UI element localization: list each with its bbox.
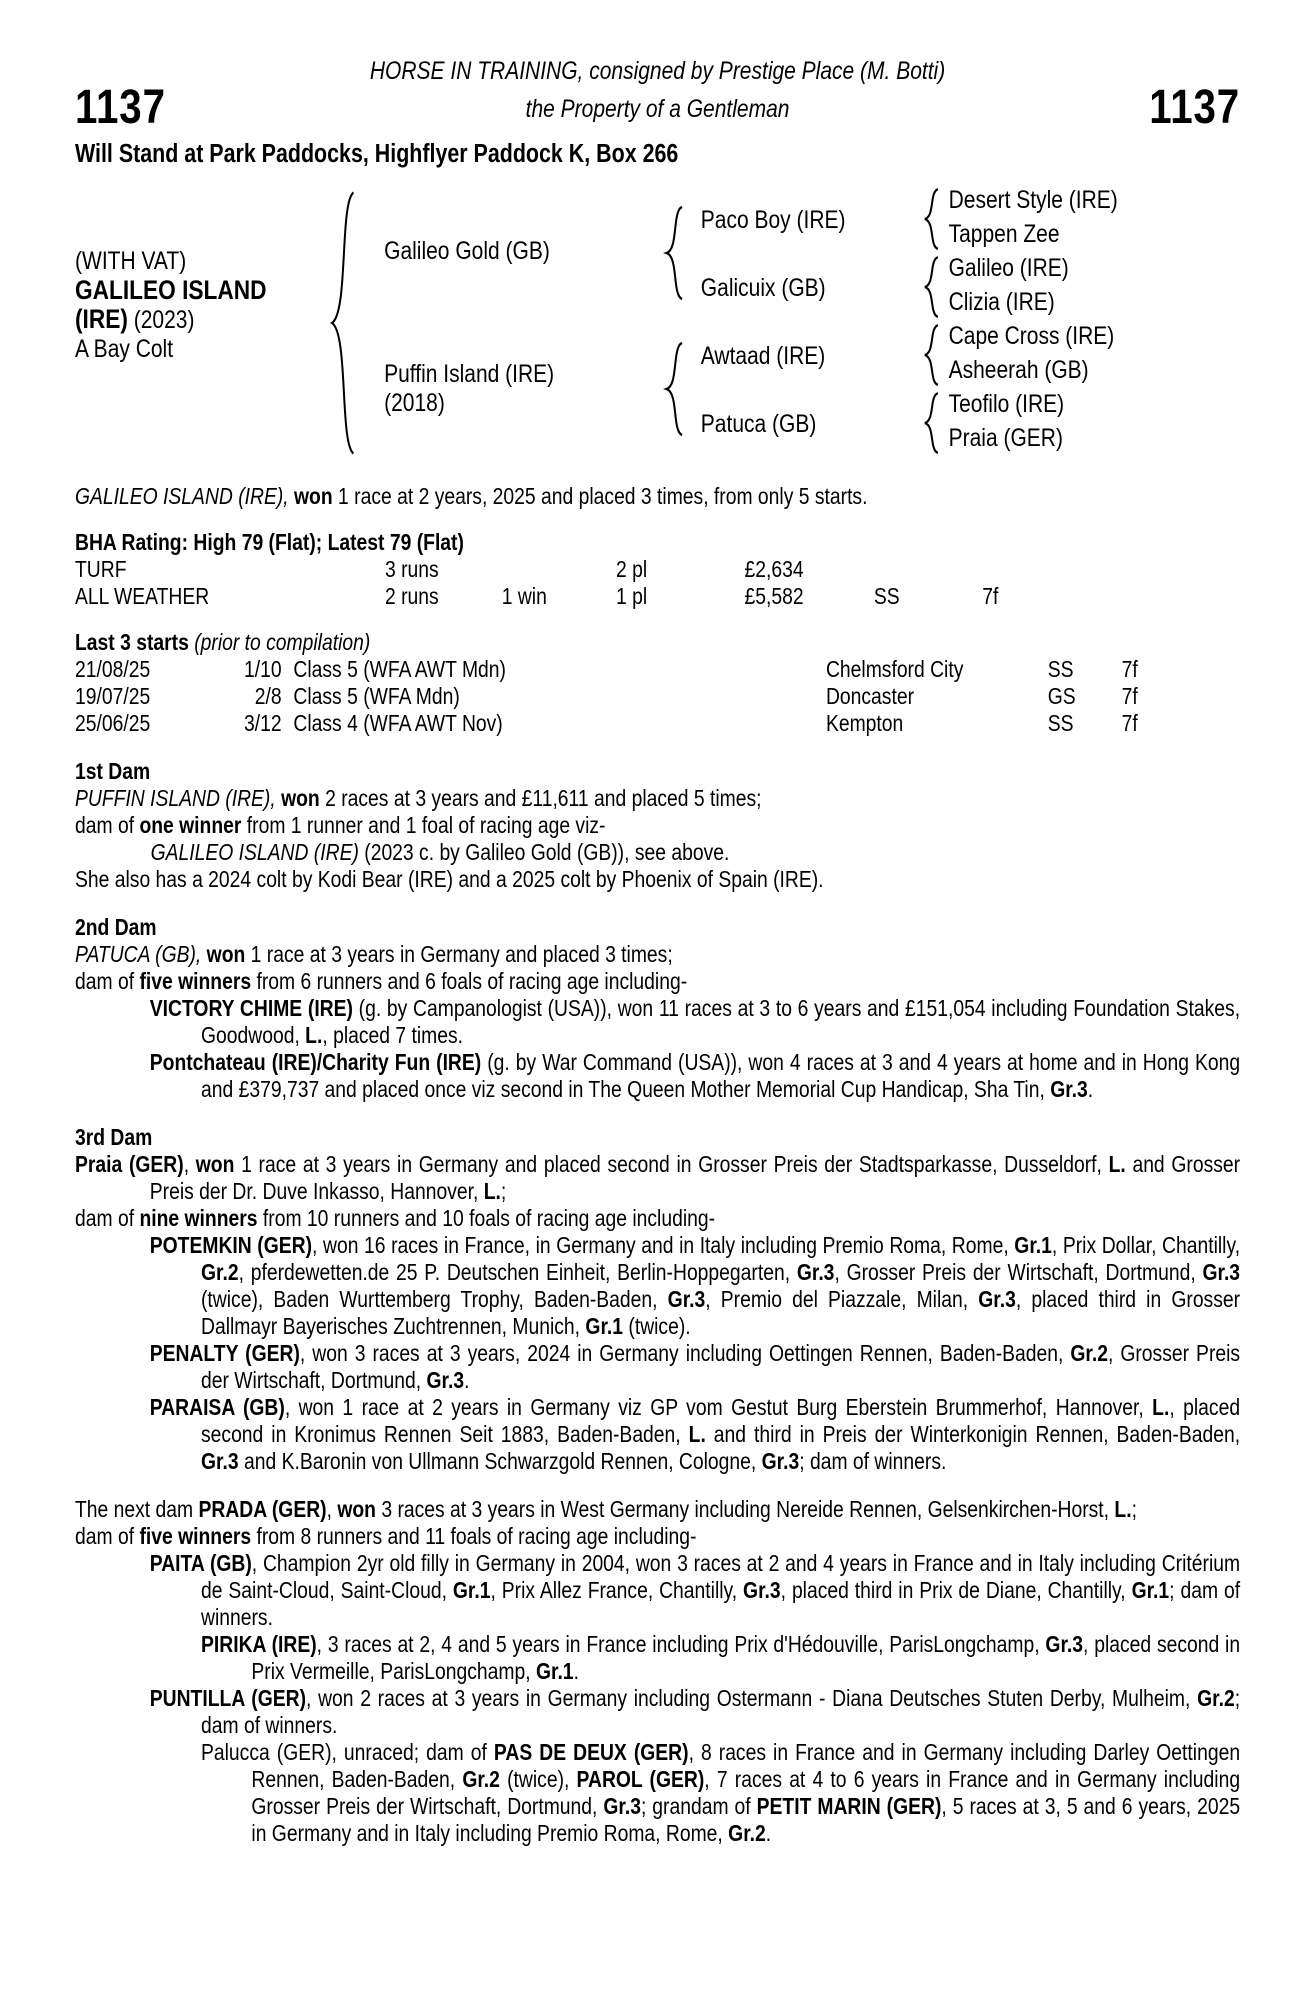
text-segment: 2 races at 3 years and £11,611 and placed 5 times; — [319, 785, 762, 811]
text-segment: , Champion 2yr old filly in Germany in 2004, won 3 races at 2 and 4 years in France and in Italy including Critérium de Saint-Cloud, Saint-Cloud, — [201, 1550, 1241, 1603]
text-segment: . — [1087, 1076, 1094, 1102]
record-cell: ALL WEATHER — [75, 583, 210, 609]
record-cell: SS — [873, 583, 900, 609]
subject-suffix-year: (IRE) (2023) — [75, 304, 195, 334]
vat-note: (WITH VAT) — [75, 247, 187, 275]
text-segment: Pontchateau (IRE)/Charity Fun (IRE) — [149, 1049, 482, 1075]
dam-year: (2018) — [384, 389, 445, 417]
potemkin-paragraph — [75, 1232, 1240, 1340]
text-segment: dam of — [75, 1205, 140, 1231]
palucca-paragraph — [75, 1739, 1240, 1847]
record-cell: 2 runs — [384, 583, 439, 609]
pontchateau-paragraph — [75, 1049, 1240, 1103]
pirika-paragraph — [75, 1631, 1240, 1685]
text-segment: Palucca (GER), unraced; dam of — [201, 1739, 494, 1765]
text-segment: PUFFIN ISLAND (IRE), — [75, 785, 276, 811]
great-grandparent-pair: Teofilo (IRE) Praia (GER) — [948, 390, 1065, 452]
text-segment: five winners — [139, 968, 252, 994]
text-segment: (twice), Baden Wurttemberg Trophy, Baden-Baden, — [201, 1286, 668, 1312]
text-segment: GALILEO ISLAND (IRE), — [75, 483, 289, 509]
text-segment: , — [326, 1496, 338, 1522]
first-dam-heading — [75, 758, 1240, 785]
pedigree-brace — [922, 188, 940, 250]
property-line: the Property of a Gentleman — [525, 95, 790, 123]
text-segment: Gr.3 — [201, 1448, 239, 1474]
start-race-class: Class 5 (WFA AWT Mdn) — [293, 656, 506, 682]
text-segment: Gr.1 — [1014, 1232, 1052, 1258]
text-segment: Gr.3 — [603, 1793, 641, 1819]
text-segment: , won 2 races at 3 years in Germany including Ostermann - Diana Deutsches Stuten Derby, Mulheim, — [306, 1685, 1198, 1711]
race-summary-paragraph — [75, 483, 1240, 510]
record-cell — [982, 556, 1240, 583]
pedigree-brace — [663, 205, 685, 301]
second-dam-heading — [75, 914, 1240, 941]
text-segment: . — [573, 1658, 579, 1684]
text-segment: Gr.3 — [743, 1577, 781, 1603]
text-segment: , won 3 races at 3 years, 2024 in Germany including Oettingen Rennen, Baden-Baden, — [299, 1340, 1071, 1366]
stand-location: Will Stand at Park Paddocks, Highflyer Paddock K, Box 266 — [75, 140, 679, 168]
start-race-class: Class 5 (WFA Mdn) — [293, 683, 460, 709]
text-segment: L. — [688, 1421, 706, 1447]
text-segment: won — [294, 483, 333, 509]
last-starts-block — [75, 629, 1240, 737]
text-segment: from 6 runners and 6 foals of racing age including- — [251, 968, 688, 994]
sire-name: Galileo Gold (GB) — [384, 237, 550, 265]
pedigree-brace — [922, 392, 940, 454]
race-record-table — [75, 556, 1240, 610]
text-segment: PUNTILLA (GER) — [149, 1685, 306, 1711]
text-segment: and Grosser Preis der Dr. Duve Inkasso, Hannover, — [149, 1151, 1241, 1204]
great-grandparent-pair: Desert Style (IRE) Tappen Zee — [948, 186, 1118, 248]
text-segment: won — [195, 1151, 235, 1177]
start-course: Kempton — [825, 710, 904, 736]
start-going: SS — [1047, 656, 1074, 682]
text-segment: PAROL (GER) — [576, 1766, 705, 1792]
text-segment: won — [337, 1496, 376, 1522]
pedigree-brace — [922, 324, 940, 386]
pedigree-brace — [663, 341, 685, 437]
text-segment: Gr.3 — [978, 1286, 1016, 1312]
record-cell: 2 pl — [615, 556, 648, 582]
text-segment: one winner — [139, 812, 242, 838]
text-segment: PRADA (GER) — [198, 1496, 327, 1522]
text-segment: , Grosser Preis der Wirtschaft, Dortmund, — [834, 1259, 1203, 1285]
text-segment: L. — [483, 1178, 501, 1204]
text-segment: PAITA (GB) — [149, 1550, 252, 1576]
text-segment: , won 1 race at 2 years in Germany viz GP vom Gestut Burg Eberstein Brummerhof, Hannover, — [284, 1394, 1153, 1420]
text-segment: ; dam of winners. — [799, 1448, 947, 1474]
great-grandparent-pair: Galileo (IRE) Clizia (IRE) — [948, 254, 1069, 316]
text-segment: , Prix Allez France, Chantilly, — [490, 1577, 744, 1603]
pedigree-brace — [327, 187, 357, 459]
text-segment: won — [206, 941, 246, 967]
record-cell: 7f — [982, 583, 999, 609]
text-segment: PAS DE DEUX (GER) — [493, 1739, 689, 1765]
grandparent-name: Awtaad (IRE) — [700, 342, 826, 370]
text-segment: ; dam of winners. — [201, 1685, 1241, 1738]
text-segment: Gr.3 — [667, 1286, 706, 1312]
text-segment: PIRIKA (IRE) — [201, 1631, 317, 1657]
text-segment: dam of — [75, 812, 140, 838]
start-race-class: Class 4 (WFA AWT Nov) — [293, 710, 503, 736]
text-segment: , placed second in Prix Vermeille, ParisLongchamp, — [251, 1631, 1241, 1684]
puffin-produce-line — [75, 812, 1240, 839]
text-segment: Praia (GER) — [75, 1151, 184, 1177]
grandparent-name: Paco Boy (IRE) — [700, 206, 846, 234]
text-segment: 1 race at 3 years in Germany and placed 3 times; — [245, 941, 673, 967]
text-segment: PARAISA (GB) — [149, 1394, 285, 1420]
text-segment: nine winners — [139, 1205, 258, 1231]
text-segment: . — [464, 1367, 470, 1393]
puffin-covering-line — [75, 866, 1240, 893]
start-course: Doncaster — [825, 683, 915, 709]
text-segment: , pferdewetten.de 25 P. Deutschen Einheit, Berlin-Hoppegarten, — [238, 1259, 797, 1285]
start-going: GS — [1047, 683, 1076, 709]
last-starts-heading: Last 3 starts (prior to compilation) — [75, 629, 371, 655]
text-segment: , placed third in Grosser Dallmayr Bayerisches Zuchtrennen, Munich, — [201, 1286, 1241, 1339]
record-cell: TURF — [75, 556, 127, 582]
paraisa-paragraph — [75, 1394, 1240, 1475]
grandparent-name: Galicuix (GB) — [700, 274, 826, 302]
bha-rating-block — [75, 529, 1240, 610]
text-segment: Gr.3 — [761, 1448, 800, 1474]
text-segment: dam of — [75, 968, 140, 994]
text-segment: and K.Baronin von Ullmann Schwarzgold Rennen, Cologne, — [238, 1448, 762, 1474]
start-position: 2/8 — [254, 683, 282, 709]
start-date: 25/06/25 — [75, 710, 151, 736]
text-segment: ; — [500, 1178, 507, 1204]
text-segment: PETIT MARIN (GER) — [756, 1793, 942, 1819]
start-position: 3/12 — [244, 710, 282, 736]
text-segment: VICTORY CHIME (IRE) — [149, 995, 353, 1021]
prada-paragraph — [75, 1496, 1240, 1523]
pedigree-tree — [75, 185, 1240, 463]
text-segment: Gr.3 — [1045, 1631, 1084, 1657]
text-segment: She also has a 2024 colt by Kodi Bear (IRE) and a 2025 colt by Phoenix of Spain (IRE). — [75, 866, 824, 892]
text-segment: , 3 races at 2, 4 and 5 years in France including Prix d'Hédouville, ParisLongchamp, — [316, 1631, 1046, 1657]
text-segment: L. — [305, 1022, 323, 1048]
third-dam-heading — [75, 1124, 1240, 1151]
text-segment: (g. by Campanologist (USA)), won 11 races at 3 to 6 years and £151,054 including Foundation Stakes, Goodwood, — [201, 995, 1241, 1048]
page-header — [75, 56, 1240, 169]
paita-paragraph — [75, 1550, 1240, 1631]
text-segment: 2nd Dam — [75, 914, 157, 940]
text-segment: from 1 runner and 1 foal of racing age viz- — [241, 812, 606, 838]
start-distance: 7f — [1121, 656, 1138, 682]
text-segment: , won 16 races in France, in Germany and in Italy including Premio Roma, Rome, — [312, 1232, 1015, 1258]
text-segment: Gr.1 — [452, 1577, 491, 1603]
dam-block — [384, 360, 554, 418]
pedigree-brace — [922, 256, 940, 318]
subject-block — [75, 247, 267, 364]
puffin-island-paragraph — [75, 785, 1240, 812]
text-segment: 1 race at 2 years, 2025 and placed 3 times, from only 5 starts. — [332, 483, 868, 509]
subject-description: A Bay Colt — [75, 335, 174, 363]
record-cell: 1 win — [501, 583, 547, 609]
praia-produce-line — [75, 1205, 1240, 1232]
text-segment: (twice). — [623, 1313, 691, 1339]
text-segment: (g. by War Command (USA)), won 4 races at 3 and 4 years at home and in Hong Kong and £379,737 and placed once viz second in The Queen Mother Memorial Cup Handicap, Sha Tin, — [201, 1049, 1241, 1102]
start-date: 21/08/25 — [75, 656, 151, 682]
record-cell: 1 pl — [615, 583, 648, 609]
text-segment: ; grandam of — [640, 1793, 757, 1819]
text-segment: 3 races at 3 years in West Germany including Nereide Rennen, Gelsenkirchen-Horst, — [375, 1496, 1115, 1522]
text-segment: ; dam of winners. — [201, 1577, 1241, 1630]
start-distance: 7f — [1121, 710, 1138, 736]
text-segment: (twice), — [499, 1766, 577, 1792]
record-cell: £5,582 — [744, 583, 804, 609]
text-segment: Gr.2 — [1197, 1685, 1235, 1711]
text-segment: PATUCA (GB), — [75, 941, 202, 967]
text-segment: POTEMKIN (GER) — [149, 1232, 313, 1258]
text-segment: , placed second in Kronimus Rennen Seit 1883, Baden-Baden, — [201, 1394, 1241, 1447]
text-segment: The next dam — [75, 1496, 199, 1522]
record-cell — [502, 556, 616, 583]
grandparent-name: Patuca (GB) — [700, 410, 817, 438]
text-segment: Gr.1 — [535, 1658, 574, 1684]
galileo-island-produce-line — [75, 839, 1240, 866]
text-segment: L. — [1152, 1394, 1170, 1420]
text-segment: L. — [1114, 1496, 1132, 1522]
text-segment: (2023 c. by Galileo Gold (GB)), see above. — [358, 839, 730, 865]
text-segment: , Grosser Preis der Wirtschaft, Dortmund, — [201, 1340, 1241, 1393]
text-segment: five winners — [139, 1523, 252, 1549]
catalogue-body — [75, 483, 1240, 1847]
text-segment: and third in Preis der Winterkonigin Rennen, Baden-Baden, — [705, 1421, 1241, 1447]
text-segment: Gr.3 — [1050, 1076, 1088, 1102]
text-segment: Gr.1 — [1131, 1577, 1170, 1603]
text-segment: , Premio del Piazzale, Milan, — [705, 1286, 979, 1312]
text-segment: Gr.2 — [1070, 1340, 1108, 1366]
text-segment: Gr.1 — [585, 1313, 624, 1339]
start-position: 1/10 — [244, 656, 282, 682]
text-segment: ; — [1131, 1496, 1137, 1522]
record-cell — [874, 556, 982, 583]
text-segment: , 7 races at 4 to 6 years in France and in Germany including Grosser Preis der Wirtschaft, Dortmund, — [251, 1766, 1241, 1819]
text-segment: dam of — [75, 1523, 140, 1549]
text-segment: Gr.3 — [426, 1367, 465, 1393]
prada-produce-line — [75, 1523, 1240, 1550]
start-course: Chelmsford City — [825, 656, 964, 682]
patuca-produce-line — [75, 968, 1240, 995]
lot-number-right: 1137 — [1149, 81, 1241, 134]
start-going: SS — [1047, 710, 1074, 736]
text-segment: L. — [1108, 1151, 1126, 1177]
text-segment: Gr.3 — [1202, 1259, 1241, 1285]
bha-rating-heading: BHA Rating: High 79 (Flat); Latest 79 (Flat) — [75, 529, 464, 555]
text-segment: Gr.2 — [462, 1766, 500, 1792]
text-segment: Gr.2 — [201, 1259, 239, 1285]
record-cell: 3 runs — [384, 556, 439, 582]
text-segment: , Prix Dollar, Chantilly, — [1051, 1232, 1241, 1258]
text-segment: 1 race at 3 years in Germany and placed second in Grosser Preis der Stadtsparkasse, Dusseldorf, — [234, 1151, 1109, 1177]
start-distance: 7f — [1121, 683, 1138, 709]
text-segment: . — [765, 1820, 772, 1846]
victory-chime-paragraph — [75, 995, 1240, 1049]
text-segment: 1st Dam — [75, 758, 151, 784]
patuca-paragraph — [75, 941, 1240, 968]
great-grandparent-pair: Cape Cross (IRE) Asheerah (GB) — [948, 322, 1115, 384]
text-segment: , placed 7 times. — [322, 1022, 464, 1048]
text-segment: from 10 runners and 10 foals of racing age including- — [257, 1205, 716, 1231]
text-segment: Gr.3 — [796, 1259, 835, 1285]
text-segment: , — [183, 1151, 196, 1177]
subject-name: GALILEO ISLAND — [75, 275, 267, 305]
text-segment: , 8 races in France and in Germany including Darley Oettingen Rennen, Baden-Baden, — [251, 1739, 1241, 1792]
start-date: 19/07/25 — [75, 683, 151, 709]
lot-number-left: 1137 — [75, 81, 166, 134]
text-segment: won — [281, 785, 320, 811]
text-segment: PENALTY (GER) — [149, 1340, 300, 1366]
text-segment: Gr.2 — [728, 1820, 766, 1846]
dam-sections — [75, 758, 1240, 1847]
record-cell: £2,634 — [744, 556, 804, 582]
text-segment: , 5 races at 3, 5 and 6 years, 2025 in Germany and in Italy including Premio Roma, Rome, — [251, 1793, 1241, 1846]
praia-paragraph — [75, 1151, 1240, 1205]
last-starts-subtitle: (prior to compilation) — [188, 629, 371, 655]
text-segment: , placed third in Prix de Diane, Chantilly, — [780, 1577, 1132, 1603]
text-segment: 3rd Dam — [75, 1124, 153, 1150]
text-segment: GALILEO ISLAND (IRE) — [150, 839, 359, 865]
puntilla-paragraph — [75, 1685, 1240, 1739]
text-segment: from 8 runners and 11 foals of racing age including- — [251, 1523, 697, 1549]
dam-name: Puffin Island (IRE) — [384, 360, 555, 388]
penalty-paragraph — [75, 1340, 1240, 1394]
consignor-line: HORSE IN TRAINING, consigned by Prestige Place (M. Botti) — [369, 57, 946, 85]
last-starts-table — [75, 656, 1240, 737]
